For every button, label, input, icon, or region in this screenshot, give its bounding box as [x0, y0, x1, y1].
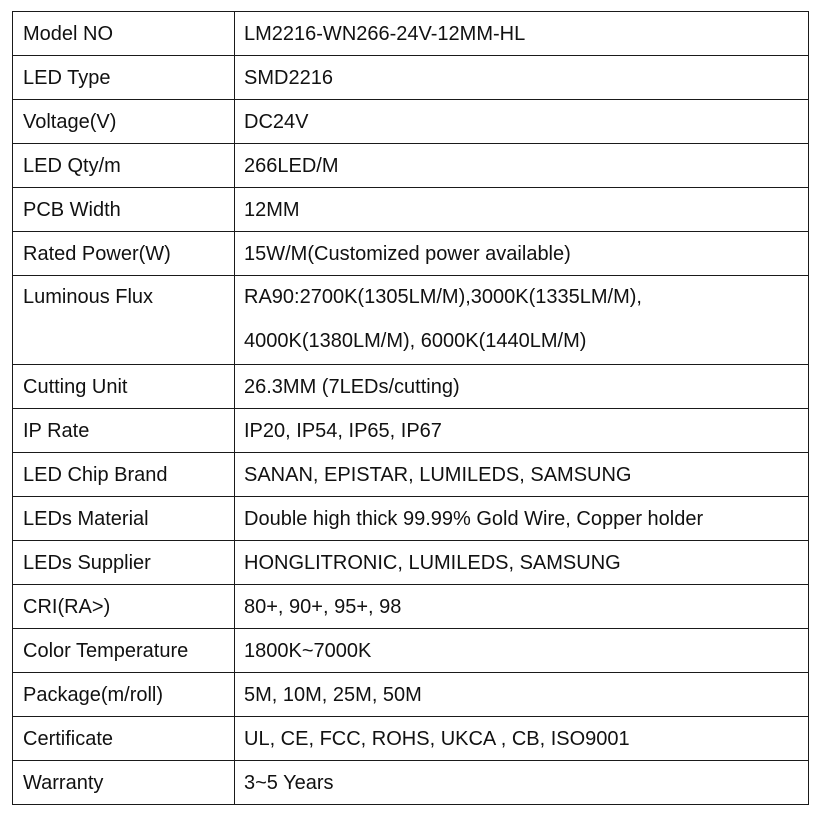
- row-label: LED Type: [13, 56, 235, 100]
- table-row: [13, 100, 809, 144]
- row-value: 80+, 90+, 95+, 98: [235, 585, 809, 629]
- row-value: 5M, 10M, 25M, 50M: [235, 673, 809, 717]
- row-label: LEDs Supplier: [13, 541, 235, 585]
- row-value: 266LED/M: [235, 144, 809, 188]
- row-label: PCB Width: [13, 188, 235, 232]
- table-row: [13, 717, 809, 761]
- row-label: Certificate: [13, 717, 235, 761]
- table-row: [13, 453, 809, 497]
- row-label: Rated Power(W): [13, 232, 235, 276]
- row-value: HONGLITRONIC, LUMILEDS, SAMSUNG: [235, 541, 809, 585]
- table-row: [13, 365, 809, 409]
- table-row: [13, 585, 809, 629]
- row-value: DC24V: [235, 100, 809, 144]
- row-value: SMD2216: [235, 56, 809, 100]
- table-row: [13, 144, 809, 188]
- row-value: 1800K~7000K: [235, 629, 809, 673]
- row-label: Voltage(V): [13, 100, 235, 144]
- table-row: [13, 232, 809, 276]
- row-label: LEDs Material: [13, 497, 235, 541]
- row-value: 12MM: [235, 188, 809, 232]
- table-row: [13, 56, 809, 100]
- table-row: [13, 761, 809, 805]
- row-value: 3~5 Years: [235, 761, 809, 805]
- row-label: Color Temperature: [13, 629, 235, 673]
- table-row: [13, 188, 809, 232]
- spec-table: [12, 11, 809, 805]
- row-value: SANAN, EPISTAR, LUMILEDS, SAMSUNG: [235, 453, 809, 497]
- row-label: LED Qty/m: [13, 144, 235, 188]
- table-row: [13, 276, 809, 365]
- table-row: [13, 497, 809, 541]
- row-value: IP20, IP54, IP65, IP67: [235, 409, 809, 453]
- table-row: [13, 541, 809, 585]
- row-label: CRI(RA>): [13, 585, 235, 629]
- row-value: 15W/M(Customized power available): [235, 232, 809, 276]
- row-value: [235, 276, 809, 365]
- row-label: Cutting Unit: [13, 365, 235, 409]
- row-value: LM2216-WN266-24V-12MM-HL: [235, 12, 809, 56]
- table-row: [13, 629, 809, 673]
- table-row: [13, 673, 809, 717]
- row-value: 26.3MM (7LEDs/cutting): [235, 365, 809, 409]
- row-label: Package(m/roll): [13, 673, 235, 717]
- row-value: Double high thick 99.99% Gold Wire, Copper holder: [235, 497, 809, 541]
- row-label: Warranty: [13, 761, 235, 805]
- table-row: [13, 12, 809, 56]
- table-row: [13, 409, 809, 453]
- row-label: Luminous Flux: [13, 276, 235, 365]
- row-label: LED Chip Brand: [13, 453, 235, 497]
- row-label: IP Rate: [13, 409, 235, 453]
- row-value: UL, CE, FCC, ROHS, UKCA , CB, ISO9001: [235, 717, 809, 761]
- row-value-line-2: 4000K(1380LM/M), 6000K(1440LM/M): [244, 330, 587, 352]
- row-value-line-1: RA90:2700K(1305LM/M),3000K(1335LM/M),: [244, 286, 642, 308]
- row-label: Model NO: [13, 12, 235, 56]
